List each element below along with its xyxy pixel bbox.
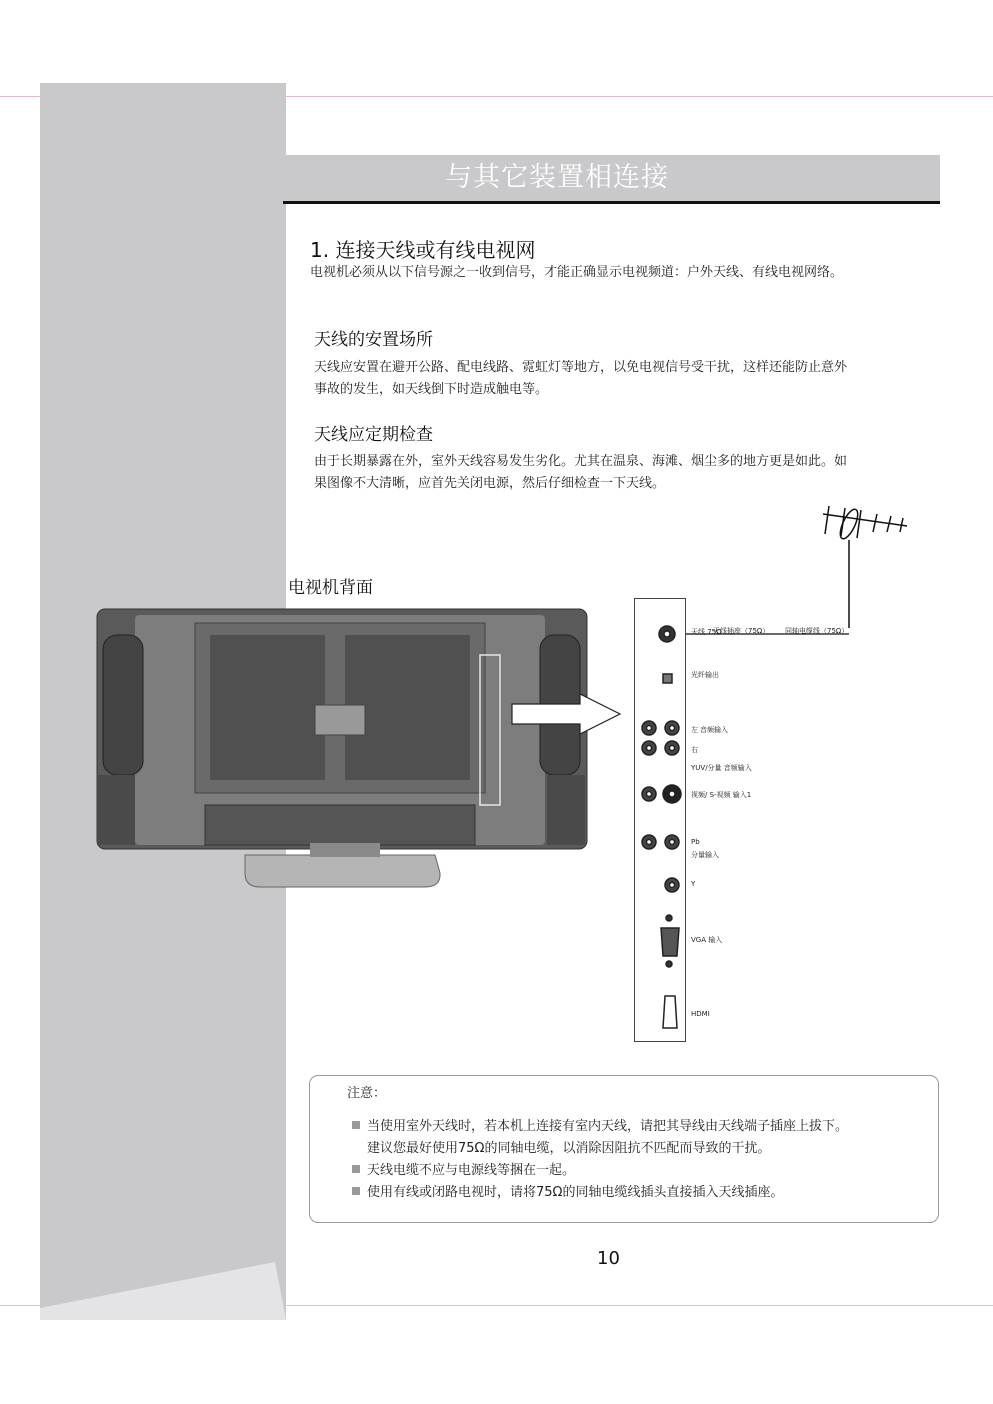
jack-label-video: 视频/ S-视频 输入1	[691, 791, 752, 799]
bullet-icon	[352, 1187, 360, 1195]
antenna-location-heading: 天线的安置场所	[314, 330, 433, 350]
jack-label-right: 右	[691, 746, 698, 754]
antenna-illustration	[815, 500, 915, 640]
antenna-location-line2: 事故的发生，如天线倒下时造成触电等。	[314, 382, 549, 397]
section-intro: 电视机必须从以下信号源之一收到信号，才能正确显示电视频道：户外天线、有线电视网络。	[310, 265, 844, 280]
note-item-1	[352, 1116, 848, 1138]
jack-label-hdmi: HDMI	[691, 1010, 710, 1018]
jack-label-y: Y	[691, 880, 696, 888]
jack-label-optical: 光纤输出	[691, 671, 719, 679]
section-heading: 1. 连接天线或有线电视网	[310, 238, 536, 262]
note-item-3-text: 使用有线或闭路电视时，请将75Ω的同轴电缆线插头直接插入天线插座。	[367, 1185, 784, 1200]
note-item-2-text: 天线电缆不应与电源线等捆在一起。	[367, 1163, 576, 1178]
notes-title: 注意：	[347, 1086, 387, 1101]
sidebar-corner-shape	[40, 1262, 286, 1320]
bullet-icon	[352, 1165, 360, 1173]
coax-cable-label: 同轴电缆线（75Ω）	[785, 627, 849, 635]
jack-label-audio-in: 音频输入	[700, 726, 728, 734]
antenna-check-line1: 由于长期暴露在外，室外天线容易发生劣化。尤其在温泉、海滩、烟尘多的地方更是如此。如	[314, 454, 848, 469]
antenna-check-line2: 果图像不大清晰，应首先关闭电源，然后仔细检查一下天线。	[314, 476, 666, 491]
tv-back-label: 电视机背面	[288, 578, 373, 598]
title-underline	[283, 201, 940, 204]
bullet-icon	[352, 1121, 360, 1129]
tv-back-illustration	[95, 605, 590, 890]
page-number: 10	[597, 1248, 620, 1269]
jack-label-pb: Pb	[691, 838, 700, 846]
jack-label-component: 分量输入	[691, 851, 719, 859]
note-item-2	[352, 1160, 575, 1182]
note-item-1-line1: 当使用室外天线时，若本机上连接有室内天线，请把其导线由天线端子插座上拔下。	[367, 1119, 849, 1134]
jack-label-antenna: 天线 75Ω	[691, 628, 722, 636]
jack-label-left: 左	[691, 726, 698, 734]
antenna-check-heading: 天线应定期检查	[314, 425, 433, 445]
page-title: 与其它装置相连接	[445, 162, 669, 193]
jack-label-vga: VGA 输入	[691, 936, 723, 944]
note-item-3	[352, 1182, 783, 1204]
antenna-location-line1: 天线应安置在避开公路、配电线路、霓虹灯等地方，以免电视信号受干扰，这样还能防止意外	[314, 360, 848, 375]
connector-jacks	[634, 598, 686, 1042]
note-item-1-line2: 建议您最好使用75Ω的同轴电缆，以消除因阻抗不匹配而导致的干扰。	[367, 1141, 771, 1156]
pointer-arrow-icon	[510, 692, 622, 736]
jack-label-av-audio: YUV/分量 音频输入	[691, 764, 752, 772]
antenna-socket-label: 天线插座（75Ω）	[713, 627, 770, 635]
